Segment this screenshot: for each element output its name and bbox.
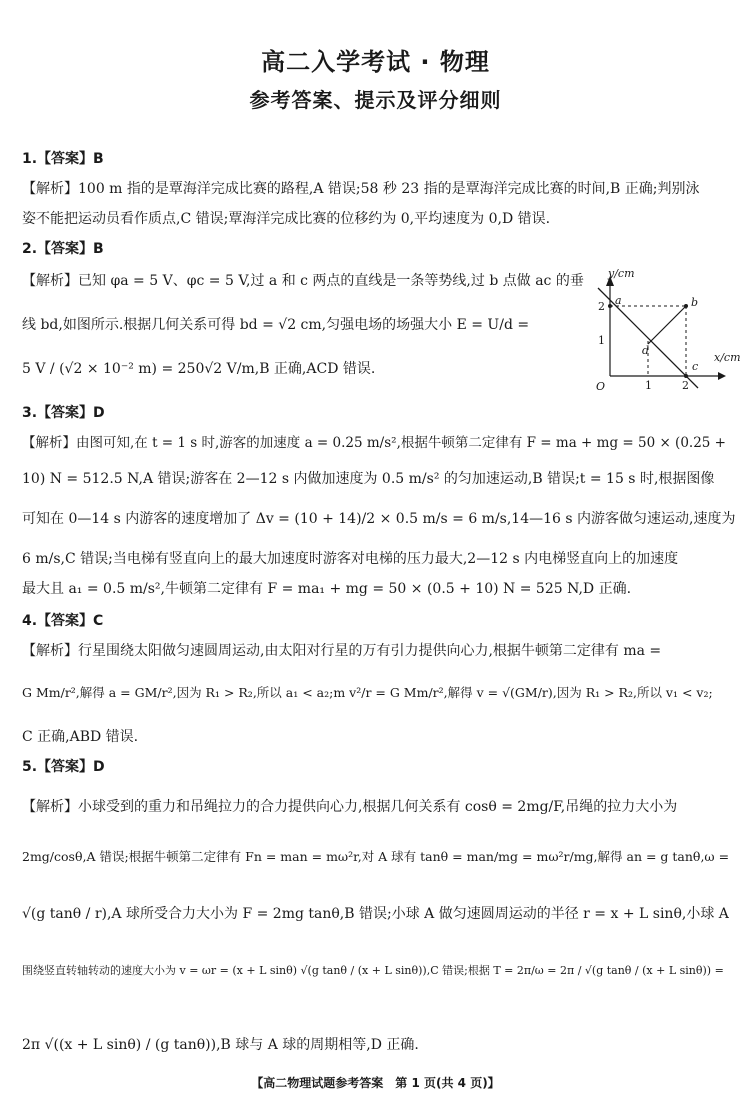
q2-line-1: 【解析】已知 φa = 5 V、φc = 5 V,过 a 和 c 两点的直线是一条等势线,过 b 点做 ac 的垂	[22, 273, 584, 289]
q3-line-3: 可知在 0—14 s 内游客的速度增加了 Δv = (10 + 14)/2 × 0.5 m/s = 6 m/s,14—16 s 内游客做匀速运动,速度为	[22, 511, 736, 527]
y-axis-label: y/cm	[608, 268, 635, 280]
x-tick-2: 2	[682, 379, 689, 392]
q5-line-3: √(g tanθ / r),A 球所受合力大小为 F = 2mg tanθ,B 错误;小球 A 做匀速圆周运动的半径 r = x + L sinθ,小球 A	[22, 906, 729, 922]
label-a: a	[615, 294, 622, 307]
q4-line-3: C 正确,ABD 错误.	[22, 729, 139, 745]
y-tick-1: 1	[598, 334, 605, 347]
label-d: d	[642, 344, 650, 357]
origin-label: O	[596, 380, 606, 393]
q3-line-5: 最大且 a₁ = 0.5 m/s²,牛顿第二定律有 F = ma₁ + mg = 50 × (0.5 + 10) N = 525 N,D 正确.	[22, 581, 632, 597]
q3-line-1: 【解析】由图可知,在 t = 1 s 时,游客的加速度 a = 0.25 m/s²,根据牛顿第二定律有 F = ma + mg = 50 × (0.25 +	[22, 435, 726, 451]
y-tick-2: 2	[598, 300, 605, 313]
page-subtitle: 参考答案、提示及评分细则	[249, 88, 502, 112]
line-bd	[648, 306, 686, 344]
q5-answer: 5.【答案】D	[22, 759, 105, 775]
q4-answer: 4.【答案】C	[22, 613, 104, 629]
page-title: 高二入学考试 · 物理	[261, 48, 490, 76]
label-b: b	[691, 296, 699, 309]
q4-line-1: 【解析】行星围绕太阳做匀速圆周运动,由太阳对行星的万有引力提供向心力,根据牛顿第二定律有 ma =	[22, 643, 662, 659]
q2-line-2: 线 bd,如图所示.根据几何关系可得 bd = √2 cm,匀强电场的场强大小 E = U/d =	[22, 317, 530, 333]
q3-line-2: 10) N = 512.5 N,A 错误;游客在 2—12 s 内做加速度为 0.5 m/s² 的匀加速运动,B 错误;t = 15 s 时,根据图像	[22, 471, 715, 487]
x-axis-label: x/cm	[714, 351, 741, 364]
q5-line-2: 2mg/cosθ,A 错误;根据牛顿第二定律有 Fn = man = mω²r,对 A 球有 tanθ = man/mg = mω²r/mg,解得 an = g tanθ,ω =	[22, 849, 730, 864]
label-c: c	[692, 360, 699, 373]
q3-line-4: 6 m/s,C 错误;当电梯有竖直向上的最大加速度时游客对电梯的压力最大,2—12 s 内电梯竖直向上的加速度	[22, 551, 679, 567]
q1-answer: 1.【答案】B	[22, 151, 104, 167]
q1-line-2: 姿不能把运动员看作质点,C 错误;覃海洋完成比赛的位移约为 0,平均速度为 0,D 错误.	[22, 211, 551, 227]
q5-line-4: 围绕竖直转轴转动的速度大小为 v = ωr = (x + L sinθ) √(g tanθ / (x + L sinθ)),C 错误;根据 T = 2π/ω = 2π / √(g tanθ / (x + L sinθ)) =	[22, 964, 724, 977]
q4-line-2: G Mm/r²,解得 a = GM/r²,因为 R₁ > R₂,所以 a₁ < a₂;m v²/r = G Mm/r²,解得 v = √(GM/r),因为 R₁ > R₂,所以 v₁ < v₂;	[22, 685, 713, 700]
q2-line-3: 5 V / (√2 × 10⁻² m) = 250√2 V/m,B 正确,ACD 错误.	[22, 361, 376, 377]
q5-line-1: 【解析】小球受到的重力和吊绳拉力的合力提供向心力,根据几何关系有 cosθ = 2mg/F,吊绳的拉力大小为	[22, 799, 678, 815]
point-b-dot	[684, 304, 688, 308]
q2-answer: 2.【答案】B	[22, 241, 104, 257]
page-footer: 【高二物理试题参考答案 第 1 页(共 4 页)】	[251, 1076, 500, 1090]
x-axis-arrow	[718, 372, 726, 380]
point-c	[684, 374, 688, 378]
q5-line-5: 2π √((x + L sinθ) / (g tanθ)),B 球与 A 球的周期相等,D 正确.	[22, 1037, 419, 1053]
q1-line-1: 【解析】100 m 指的是覃海洋完成比赛的路程,A 错误;58 秒 23 指的是覃海洋完成比赛的时间,B 正确;判别泳	[22, 181, 700, 197]
x-tick-1: 1	[645, 379, 652, 392]
q3-answer: 3.【答案】D	[22, 405, 105, 421]
point-a	[608, 304, 612, 308]
field-diagram	[588, 268, 743, 393]
